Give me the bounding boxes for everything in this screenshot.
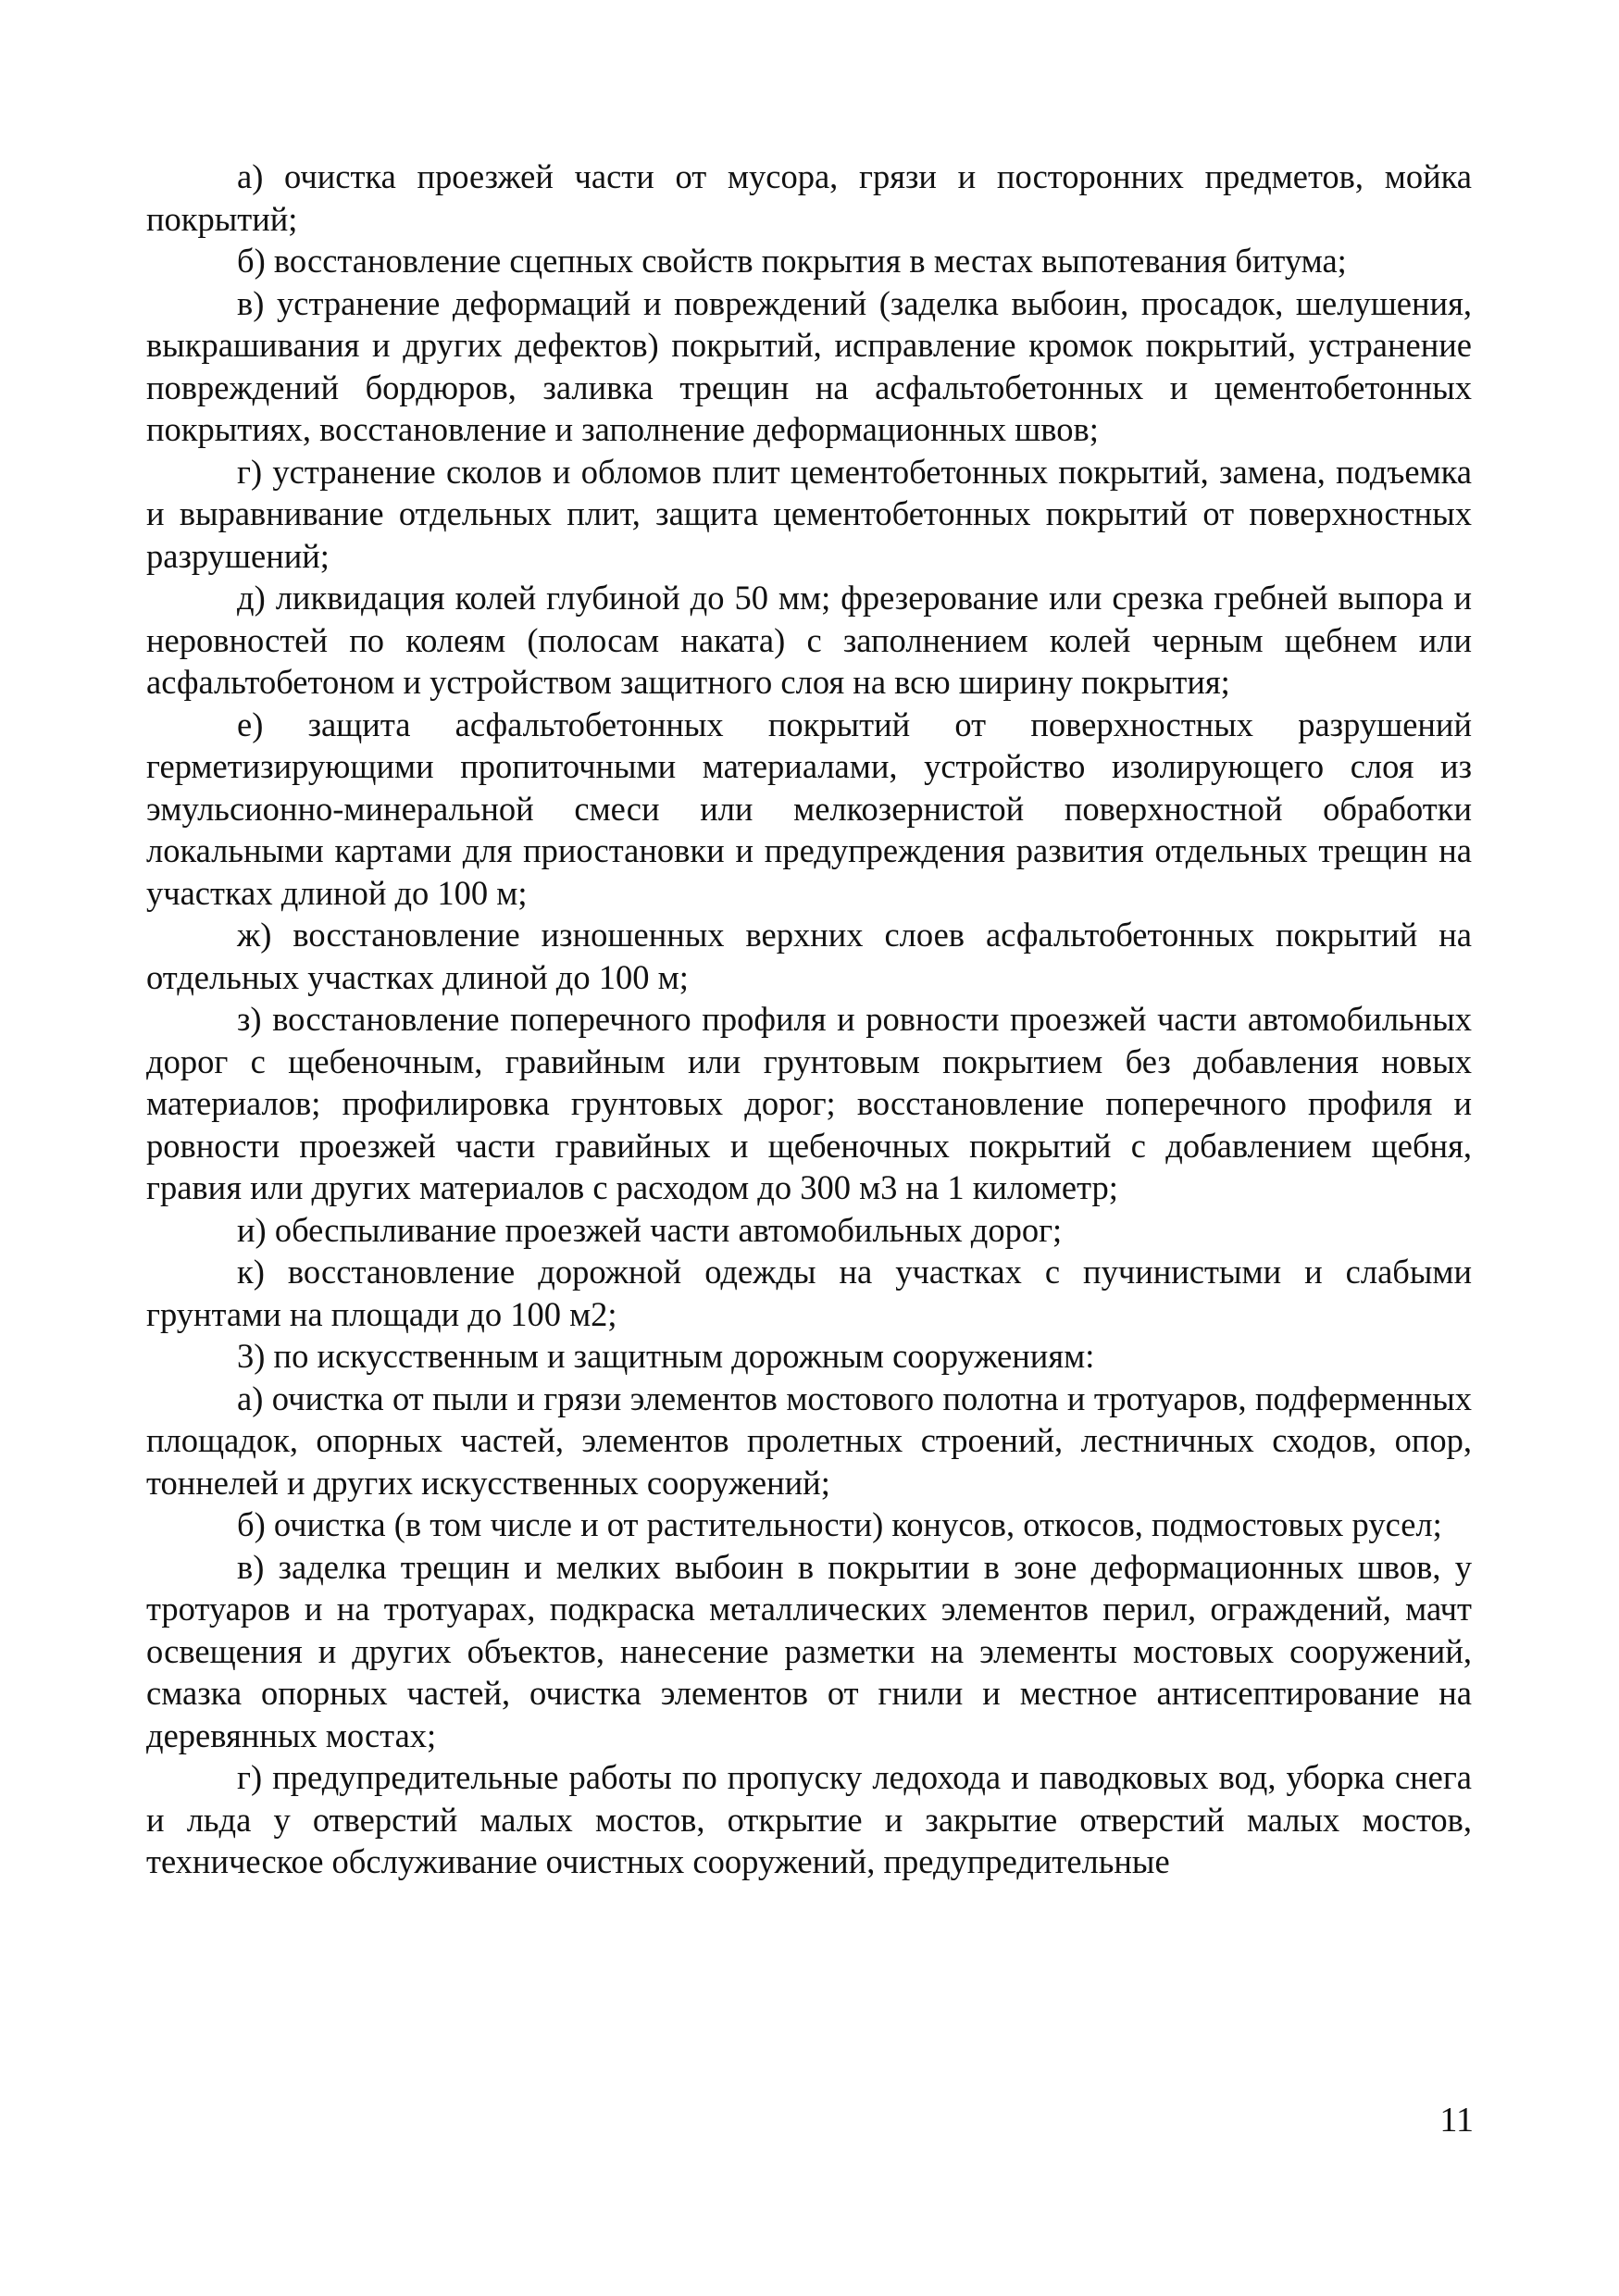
paragraph-z-cross-profile: з) восстановление поперечного профиля и ровности проезжей части автомобильных дорог с щебеночным, гравийным или грунтовым покрытием без добавления новых материалов; профилировка грунтовых дорог; восстановление поперечного профиля и ровности проезжей части гравийных и щебеночных покрытий с добавлением щебня, гравия или других материалов с расходом до 300 м3 на 1 километр; (146, 1000, 1472, 1206)
paragraph-zh-worn-layers: ж) восстановление изношенных верхних слоев асфальтобетонных покрытий на отдельных участках длиной до 100 м; (146, 916, 1472, 996)
paragraph-e-surface-protection: е) защита асфальтобетонных покрытий от поверхностных разрушений герметизирующими пропиточными материалами, устройство изолирующего слоя из эмульсионно-минеральной смеси или мелкозернистой поверхностной обработки локальными картами для приостановки и предупреждения развития отдельных трещин на участках длиной до 100 м; (146, 705, 1472, 912)
paragraph-d-ruts: д) ликвидация колей глубиной до 50 мм; фрезерование или срезка гребней выпора и неровностей по колеям (полосам наката) с заполнением колей черным щебнем или асфальтобетоном и устройством защитного слоя на всю ширину покрытия; (146, 579, 1472, 701)
paragraph-v-cracks-painting: в) заделка трещин и мелких выбоин в покрытии в зоне деформационных швов, у тротуаров и на тротуарах, подкраска металлических элементов перил, ограждений, мачт освещения и других объектов, нанесение разметки на элементы мостовых сооружений, смазка опорных частей, очистка элементов от гнили и местное антисептирование на деревянных мостах; (146, 1547, 1472, 1754)
paragraph-g-concrete-slabs: г) устранение сколов и обломов плит цементобетонных покрытий, замена, подъемка и выравнивание отдельных плит, защита цементобетонных покрытий от поверхностных разрушений; (146, 452, 1472, 575)
paragraph-i-dust-control: и) обеспыливание проезжей части автомобильных дорог; (237, 1210, 1063, 1249)
paragraph-k-road-pavement: к) восстановление дорожной одежды на участках с пучинистыми и слабыми грунтами на площади до 100 м2; (146, 1253, 1472, 1333)
paragraph-a-bridge-cleaning: а) очистка от пыли и грязи элементов мостового полотна и тротуаров, подферменных площадок, опорных частей, элементов пролетных строений, лестничных сходов, опор, тоннелей и других искусственных сооружений; (146, 1379, 1472, 1502)
page-number: 11 (1439, 2101, 1474, 2140)
paragraph-b-slopes: б) очистка (в том числе и от растительности) конусов, откосов, подмостовых русел; (237, 1505, 1442, 1543)
section-3-structures: 3) по искусственным и защитным дорожным сооружениям: (237, 1337, 1095, 1375)
paragraph-b-adhesion: б) восстановление сцепных свойств покрытия в местах выпотевания битума; (237, 242, 1347, 280)
paragraph-g-ice-flood: г) предупредительные работы по пропуску ледохода и паводковых вод, уборка снега и льда у отверстий малых мостов, открытие и закрытие отверстий малых мостов, техническое обслуживание очистных сооружений, предупредительные (146, 1758, 1472, 1880)
document-body (146, 156, 1472, 1883)
paragraph-v-deformations: в) устранение деформаций и повреждений (заделка выбоин, просадок, шелушения, выкрашивания и других дефектов) покрытий, исправление кромок покрытий, устранение повреждений бордюров, заливка трещин на асфальтобетонных и цементобетонных покрытиях, восстановление и заполнение деформационных швов; (146, 283, 1472, 448)
paragraph-a-cleaning: а) очистка проезжей части от мусора, грязи и посторонних предметов, мойка покрытий; (146, 157, 1472, 238)
